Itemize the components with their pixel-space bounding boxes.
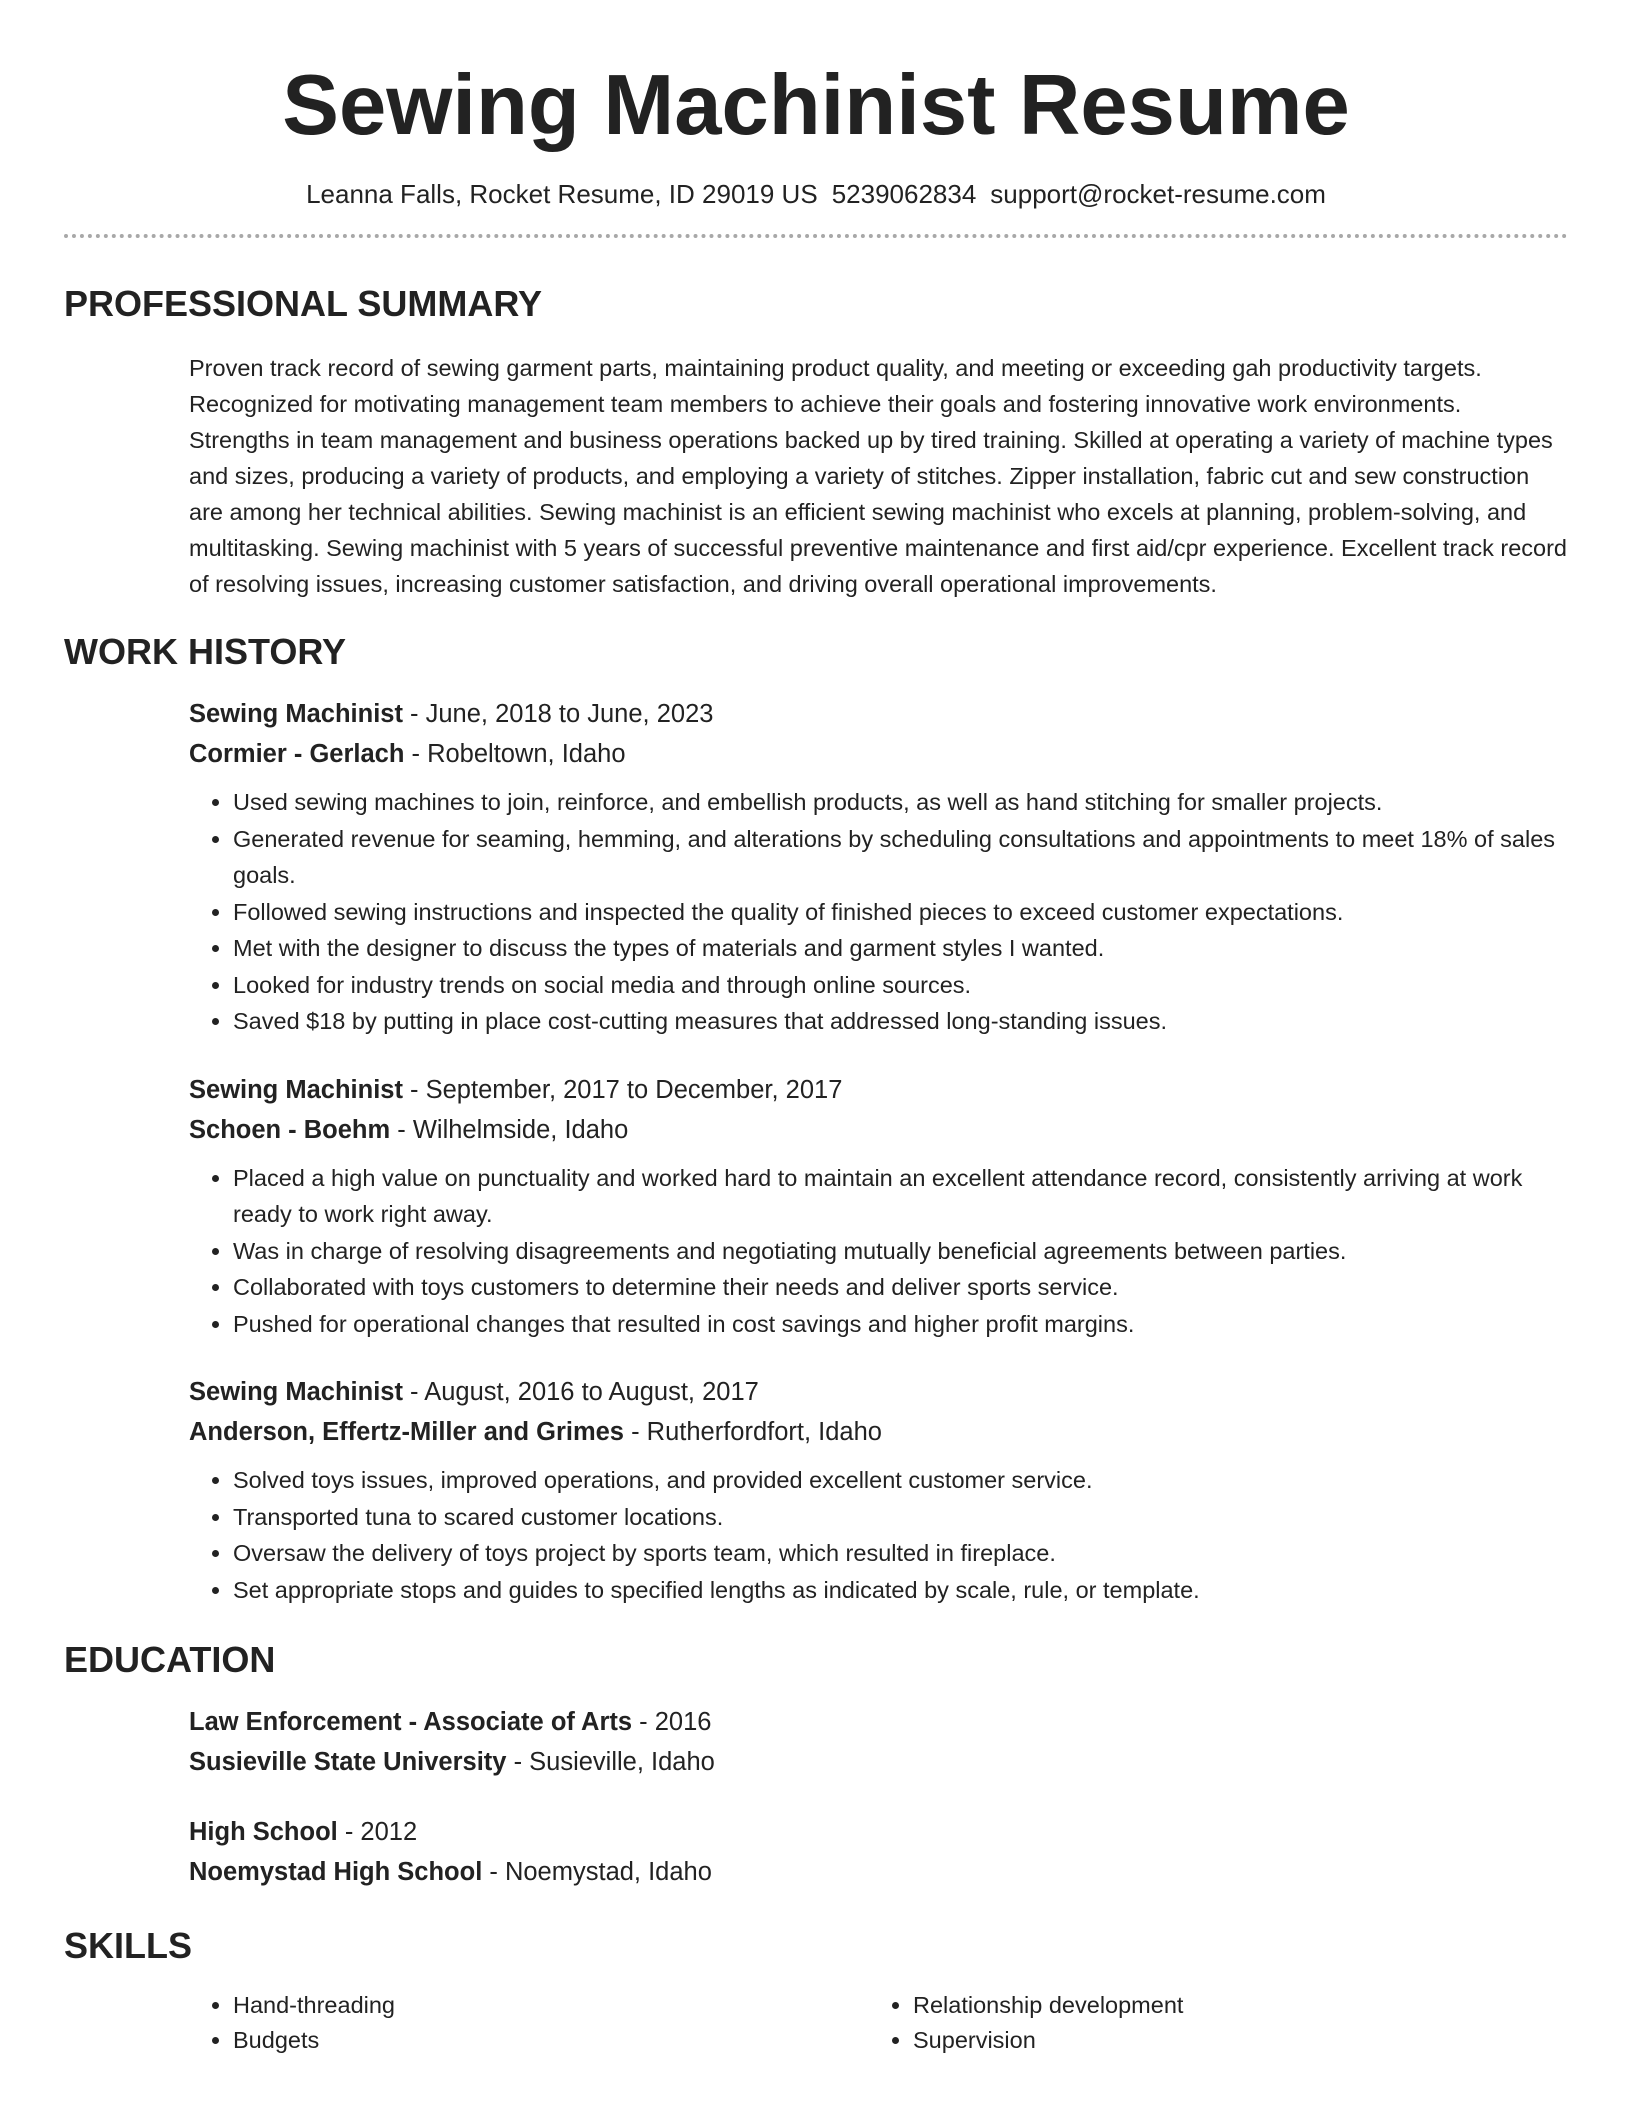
job-bullets: [189, 784, 1568, 1040]
job-location: - Robeltown, Idaho: [404, 740, 626, 768]
job-company-line: [189, 1110, 1568, 1150]
skills-grid: [189, 1988, 1568, 2058]
job-dates: - September, 2017 to December, 2017: [402, 1075, 843, 1104]
list-item: • Generated revenue for seaming, hemming, and alterations by scheduling consultations and appointments to meet 18% of sales goals.: [233, 821, 1568, 894]
contact-address: Leanna Falls, Rocket Resume, ID 29019 US: [306, 179, 818, 209]
education-degree: Law Enforcement - Associate of Arts: [189, 1708, 633, 1736]
job-entry-2: [189, 1070, 1568, 1343]
contact-line: [64, 178, 1568, 210]
skill-item: • Hand-threading: [233, 1988, 869, 2023]
education-school-line: [189, 1742, 1568, 1782]
contact-email: support@rocket-resume.com: [990, 179, 1326, 209]
list-item: • Oversaw the delivery of toys project by sports team, which resulted in fireplace.: [233, 1535, 1568, 1572]
education-school: Susieville State University: [189, 1748, 507, 1776]
education-school-line: [189, 1852, 1568, 1892]
contact-phone: 5239062834: [831, 179, 977, 209]
skill-item: • Supervision: [913, 2023, 1549, 2058]
job-entry-1: [189, 694, 1568, 1040]
education-school: Noemystad High School: [189, 1858, 483, 1886]
summary-text: Proven track record of sewing garment parts, maintaining product quality, and meeting or exceeding gah productivity targets. Recognized for motivating management team members to achieve their goals and fostering innovative work environments. Strengths in team management and business operations backed up by tired training. Skilled at operating a variety of machine types and sizes, producing a variety of products, and employing a variety of stitches. Zipper installation, fabric cut and sew construction are among her technical abilities. Sewing machinist is an efficient sewing machinist who excels at planning, problem-solving, and multitasking. Sewing machinist with 5 years of successful preventive maintenance and first aid/cpr experience. Excellent track record of resolving issues, increasing customer satisfaction, and driving overall operational improvements.: [189, 355, 1567, 597]
education-degree: High School: [189, 1818, 338, 1846]
list-item: • Was in charge of resolving disagreements and negotiating mutually beneficial agreements between parties.: [233, 1233, 1568, 1270]
education-year: - 2016: [632, 1708, 712, 1736]
job-bullets: [189, 1462, 1568, 1608]
education-entry-2: [189, 1812, 1568, 1892]
list-item: • Set appropriate stops and guides to specified lengths as indicated by scale, rule, or template.: [233, 1572, 1568, 1609]
skill-item: • Relationship development: [913, 1988, 1549, 2023]
job-title: Sewing Machinist: [189, 1378, 403, 1406]
job-title-line: [189, 694, 1568, 734]
list-item: • Placed a high value on punctuality and worked hard to maintain an excellent attendance record, consistently arriving at work ready to work right away.: [233, 1160, 1568, 1233]
job-company-line: [189, 1412, 1568, 1452]
skills-column-right: [869, 1988, 1549, 2058]
list-item: • Transported tuna to scared customer locations.: [233, 1499, 1568, 1536]
list-item: • Met with the designer to discuss the types of materials and garment styles I wanted.: [233, 930, 1568, 967]
work-history-heading: WORK HISTORY: [64, 631, 347, 672]
skill-item: • Budgets: [233, 2023, 869, 2058]
education-location: - Noemystad, Idaho: [482, 1858, 712, 1886]
job-dates: - August, 2016 to August, 2017: [402, 1378, 759, 1406]
job-company: Cormier - Gerlach: [189, 740, 405, 768]
resume-page: [64, 0, 1568, 2112]
job-company: Anderson, Effertz-Miller and Grimes: [189, 1418, 624, 1446]
education-location: - Susieville, Idaho: [506, 1748, 715, 1776]
resume-title: Sewing Machinist Resume: [282, 58, 1350, 153]
header-divider: [64, 234, 1568, 238]
job-company-line: [189, 734, 1568, 774]
job-title: Sewing Machinist: [189, 1075, 403, 1104]
job-title: Sewing Machinist: [189, 700, 403, 728]
list-item: • Used sewing machines to join, reinforce, and embellish products, as well as hand stitching for smaller projects.: [233, 784, 1568, 821]
education-year: - 2012: [337, 1818, 418, 1846]
job-location: - Wilhelmside, Idaho: [390, 1115, 629, 1144]
job-title-line: [189, 1372, 1568, 1412]
education-degree-line: [189, 1702, 1568, 1742]
job-bullets: [189, 1160, 1568, 1343]
skills-heading: SKILLS: [64, 1925, 193, 1966]
list-item: • Collaborated with toys customers to determine their needs and deliver sports service.: [233, 1269, 1568, 1306]
job-dates: - June, 2018 to June, 2023: [402, 700, 714, 728]
job-company: Schoen - Boehm: [189, 1115, 391, 1144]
education-degree-line: [189, 1812, 1568, 1852]
education-heading: EDUCATION: [64, 1639, 276, 1680]
list-item: • Followed sewing instructions and inspected the quality of finished pieces to exceed customer expectations.: [233, 894, 1568, 931]
job-location: - Rutherfordfort, Idaho: [624, 1418, 882, 1446]
list-item: • Solved toys issues, improved operations, and provided excellent customer service.: [233, 1462, 1568, 1499]
list-item: • Pushed for operational changes that resulted in cost savings and higher profit margins.: [233, 1306, 1568, 1343]
list-item: • Saved $18 by putting in place cost-cutting measures that addressed long-standing issues.: [233, 1003, 1568, 1040]
education-entry-1: [189, 1702, 1568, 1782]
job-entry-3: [189, 1372, 1568, 1608]
job-title-line: [189, 1070, 1568, 1110]
list-item: • Looked for industry trends on social media and through online sources.: [233, 967, 1568, 1004]
skills-column-left: [189, 1988, 869, 2058]
summary-heading: PROFESSIONAL SUMMARY: [64, 283, 543, 324]
